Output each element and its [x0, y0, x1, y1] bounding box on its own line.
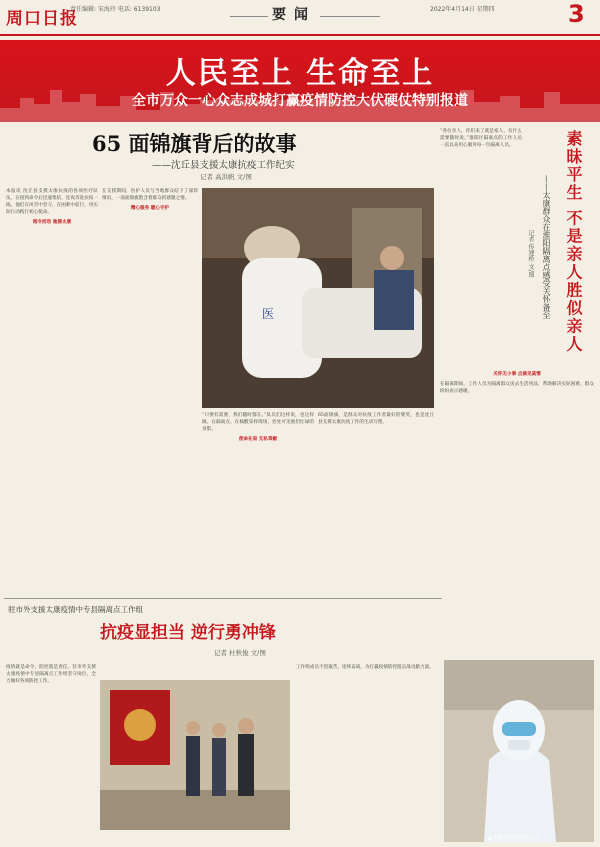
side-text-2: 在隔离期间，工作人员为隔离群众送去生活用品，帮助解决实际困难，群众纷纷表示感谢。: [440, 382, 594, 394]
banner-title: 人民至上 生命至上: [165, 56, 435, 91]
side-story-byline: 记者 传建桥 文/图: [527, 230, 534, 278]
editor-info: 责任编辑: 宋海玲 电话: 6139103: [70, 6, 161, 13]
medic-photo: [444, 660, 594, 842]
special-report-banner: [0, 40, 600, 122]
lead-col2-text: 在支援期间，医护人员与当地群众结下了深厚情谊，一面面锦旗饱含着群众的感激之情。: [102, 189, 198, 201]
page-number: 3: [568, 0, 585, 28]
lead-col3-text: “只要有需要，我们随时都在。”队员们这样说，也这样做。在隔离点、在核酸采样现场，处处可见他们忙碌的身影。: [202, 413, 314, 432]
lead-byline: 记者 高洪帆 文/图: [200, 173, 252, 181]
lead-photo-art: [202, 188, 434, 408]
side-column-2: [440, 368, 594, 596]
lead-column-3: [202, 412, 314, 590]
page-header: [0, 0, 600, 36]
lead-col3-subhead: 使命在肩 无私奉献: [238, 437, 278, 442]
side-column-1: [440, 128, 522, 360]
lead-photo: [202, 188, 434, 408]
second-story-headline: 抗疫显担当 逆行勇冲锋: [100, 623, 276, 643]
side-text: “各位亲人，你们来了就是家人，有什么需要随时说。”淮阳区隔离点的工作人员一直以来用心服务每一位隔离人员。: [440, 129, 522, 148]
side-story-title: 素昧平生 不是亲人胜似亲人: [564, 130, 583, 354]
section-name: 要闻: [268, 4, 320, 24]
photo-credit: ▲ 全副武装的医护人员: [488, 835, 539, 841]
banner-subtitle: 全市万众一心众志成城打赢疫情防控大伏硬仗特别报道: [132, 93, 468, 109]
svg-text:医: 医: [262, 307, 275, 321]
lead-headline: 65 面锦旗背后的故事: [92, 131, 297, 156]
lead-column-2: [102, 188, 198, 588]
second-column-1: [6, 664, 96, 842]
second-text-2: 工作组成员不畏艰苦，连续奋战，为打赢疫情防控阻击战贡献力量。: [296, 665, 434, 670]
lead-column-4: [318, 412, 434, 590]
second-story-photo: [100, 680, 290, 830]
second-column-2: [296, 664, 438, 842]
side-story-subtitle: ——太康群众在淮阳隔离点感受关怀备至: [542, 175, 551, 319]
second-story-kicker: 驻市外支援太康疫情中专县隔离点工作组: [8, 605, 143, 614]
masthead: 周口日报: [6, 9, 78, 29]
dateline: 2022年4月14日 星期四: [430, 6, 495, 13]
medic-photo-art: [444, 660, 594, 842]
lead-subhead: ——沈丘县支援太康抗疫工作纪实: [152, 160, 295, 171]
lead-col1-text: 本报讯 沈丘县支援太康抗疫的各项医疗队伍，在接到命令后迅速集结，连夜奔赴抗疫一线。他们在风雪中坚守，在困难中前行，用实际行动践行初心使命。: [6, 189, 98, 215]
second-photo-art: [100, 680, 290, 830]
lead-col2-subhead: 精心服务 暖心守护: [130, 206, 170, 211]
lead-col4-text: 65面锦旗，是群众对抗疫工作者最好的褒奖，也是沈丘县支援太康抗疫工作的生动写照。: [318, 413, 434, 425]
second-text: 疫情就是命令，防控就是责任。驻市外支援太康疫情中专县隔离点工作组坚守岗位，全力做好各项防控工作。: [6, 665, 96, 684]
side-subhead: 关怀无小事 点滴见真情: [493, 372, 541, 377]
second-story-byline: 记者 杜秋俊 文/图: [214, 649, 266, 657]
lead-col1-subhead: 闻令而动 驰援太康: [32, 220, 72, 225]
lead-column-1: [6, 188, 98, 588]
